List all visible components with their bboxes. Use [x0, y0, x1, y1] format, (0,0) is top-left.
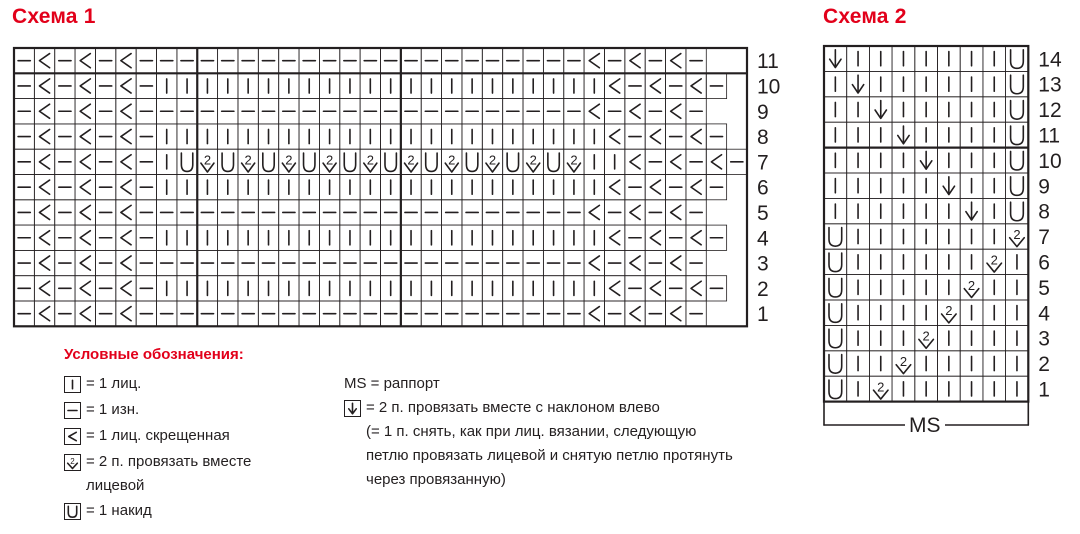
- k2tog-icon: [869, 376, 892, 401]
- ssk-arrow-icon: [892, 122, 915, 147]
- svg-text:2: 2: [922, 328, 930, 344]
- svg-text:2: 2: [990, 252, 998, 268]
- knit-icon: [960, 376, 983, 401]
- chart1-title: Схема 1: [12, 5, 96, 28]
- knit-icon: [983, 224, 1006, 249]
- knit-icon: [847, 198, 870, 223]
- yarn-over-icon: [824, 275, 847, 300]
- knit-icon: [869, 148, 892, 173]
- knit-icon: [892, 46, 915, 71]
- ms-note: [344, 372, 733, 492]
- knit-icon: [847, 46, 870, 71]
- knit-icon: [960, 46, 983, 71]
- yarn-over-icon: [1006, 97, 1029, 122]
- row-number: 10: [1038, 149, 1062, 173]
- knit-icon: [915, 71, 938, 96]
- knit-icon: [960, 351, 983, 376]
- knit-icon: [869, 351, 892, 376]
- knit-icon: [960, 71, 983, 96]
- knit-icon: [983, 351, 1006, 376]
- knit-icon: [847, 275, 870, 300]
- knit-icon: [869, 122, 892, 147]
- knit-icon: [960, 300, 983, 325]
- row-number: 3: [1038, 327, 1050, 351]
- knit-icon: [824, 71, 847, 96]
- svg-text:2: 2: [570, 152, 578, 168]
- k2tog-icon: [983, 249, 1006, 274]
- svg-text:2: 2: [366, 152, 374, 168]
- row-number: 7: [757, 151, 769, 175]
- row-number: 11: [1038, 124, 1061, 148]
- svg-text:2: 2: [407, 152, 415, 168]
- knit-icon: [847, 97, 870, 122]
- legend-item: [64, 450, 251, 498]
- row-number: 2: [1038, 353, 1050, 377]
- knit-icon: [824, 173, 847, 198]
- yarn-over-icon: [824, 224, 847, 249]
- ssk-arrow-icon: [938, 173, 961, 198]
- knit-icon: [1006, 300, 1029, 325]
- knit-icon: [938, 376, 961, 401]
- row-number: 1: [1038, 378, 1050, 402]
- knit-icon: [847, 376, 870, 401]
- svg-text:2: 2: [448, 152, 456, 168]
- k2tog-icon: [938, 300, 961, 325]
- knit-icon: [938, 122, 961, 147]
- row-number: 14: [1038, 48, 1062, 72]
- row-number: 9: [1038, 175, 1050, 199]
- row-number: 5: [1038, 276, 1050, 300]
- knit-icon: [1006, 351, 1029, 376]
- yarn-over-icon: [1006, 122, 1029, 147]
- knit-icon: [847, 300, 870, 325]
- legend-item: [64, 398, 139, 422]
- yarn-over-icon: [824, 300, 847, 325]
- row-number: 6: [1038, 251, 1050, 275]
- svg-text:2: 2: [70, 457, 75, 466]
- legend-item-text: = 1 лиц.: [86, 375, 142, 392]
- legend-item-text: = 2 п. провязать вместе лицевой: [86, 453, 252, 494]
- row-number: 2: [757, 277, 769, 301]
- svg-text:2: 2: [203, 152, 212, 168]
- svg-text:2: 2: [325, 152, 334, 168]
- knit-icon: [960, 122, 983, 147]
- row-number: 7: [1038, 226, 1050, 250]
- knit-icon: [847, 148, 870, 173]
- knit-icon: [938, 224, 961, 249]
- yarn-over-icon: [1006, 46, 1029, 71]
- knit-icon: [869, 71, 892, 96]
- legend-item-decrease: [344, 396, 733, 492]
- knit-icon: [847, 173, 870, 198]
- knit-icon: [915, 173, 938, 198]
- knit-icon: [960, 97, 983, 122]
- yarn-over-icon: [824, 249, 847, 274]
- knit-icon: [892, 198, 915, 223]
- knit-icon: [983, 71, 1006, 96]
- knit-icon: [983, 198, 1006, 223]
- knit-icon: [915, 249, 938, 274]
- knit-icon: [915, 224, 938, 249]
- yarn-over-icon: [1006, 71, 1029, 96]
- yarn-over-icon: [824, 325, 847, 350]
- knit-icon: [938, 351, 961, 376]
- yarn-over-icon: [1006, 198, 1029, 223]
- knit-icon: [915, 122, 938, 147]
- knit-icon: [892, 97, 915, 122]
- yarn-over-icon: [824, 351, 847, 376]
- svg-text:2: 2: [899, 354, 908, 370]
- row-number: 4: [757, 227, 769, 251]
- knit-icon: [915, 46, 938, 71]
- svg-text:2: 2: [488, 152, 497, 168]
- legend-item-text: = 1 накид: [86, 502, 152, 519]
- knit-icon: [938, 148, 961, 173]
- knit-icon: [983, 122, 1006, 147]
- row-number: 1: [757, 303, 769, 327]
- yarn-over-icon: [1006, 173, 1029, 198]
- knit-icon: [847, 351, 870, 376]
- row-number: 8: [757, 126, 769, 150]
- knit-icon: [847, 224, 870, 249]
- row-number: 6: [757, 176, 769, 200]
- ssk-arrow-icon: [344, 400, 361, 417]
- knit-icon: [960, 224, 983, 249]
- ssk-arrow-icon: [847, 71, 870, 96]
- k2tog-icon: [64, 454, 81, 471]
- knit-icon: [892, 325, 915, 350]
- knit-icon: [869, 173, 892, 198]
- knit-icon: [847, 325, 870, 350]
- ssk-arrow-icon: [915, 148, 938, 173]
- k2tog-icon: [960, 275, 983, 300]
- ssk-arrow-icon: [824, 46, 847, 71]
- legend-item: [64, 499, 152, 523]
- knit-icon: [915, 275, 938, 300]
- knit-icon: [915, 198, 938, 223]
- ssk-arrow-icon: [869, 97, 892, 122]
- svg-text:2: 2: [877, 379, 885, 395]
- knit-icon: [915, 97, 938, 122]
- knit-icon: [1006, 376, 1029, 401]
- knit-icon: [847, 122, 870, 147]
- knit-icon: [824, 148, 847, 173]
- knit-icon: [869, 300, 892, 325]
- knit-icon: [938, 46, 961, 71]
- knit-icon: [824, 122, 847, 147]
- yarn-over-icon: [1006, 148, 1029, 173]
- svg-text:2: 2: [529, 152, 537, 168]
- row-number: 13: [1038, 73, 1062, 97]
- ssk-arrow-icon: [960, 198, 983, 223]
- knit-icon: [892, 300, 915, 325]
- knit-icon: [892, 71, 915, 96]
- knit-icon: [892, 148, 915, 173]
- knit-icon: [938, 325, 961, 350]
- knit-icon: [938, 275, 961, 300]
- knit-icon: [1006, 249, 1029, 274]
- yarn-over-icon: [824, 376, 847, 401]
- repeat-label: MS: [905, 414, 945, 438]
- ms-definition: MS = раппорт: [344, 375, 440, 392]
- row-number: 10: [757, 75, 781, 99]
- knit-icon: [983, 173, 1006, 198]
- knit-icon: [983, 148, 1006, 173]
- knit-icon: [983, 275, 1006, 300]
- chart2-title: Схема 2: [823, 5, 907, 28]
- knit-icon: [869, 198, 892, 223]
- row-number: 12: [1038, 99, 1062, 123]
- knit-icon: [938, 249, 961, 274]
- row-number: 3: [757, 252, 769, 276]
- knit-icon: [915, 376, 938, 401]
- svg-text:2: 2: [285, 152, 293, 168]
- knit-icon: [983, 300, 1006, 325]
- legend-title: Условные обозначения:: [64, 346, 244, 363]
- knit-icon: [960, 325, 983, 350]
- knit-icon: [892, 173, 915, 198]
- knit-icon: [960, 173, 983, 198]
- knit-icon: [915, 300, 938, 325]
- twisted-knit-icon: [64, 428, 81, 445]
- knit-icon: [847, 249, 870, 274]
- knit-icon: [1006, 325, 1029, 350]
- knit-icon: [1006, 275, 1029, 300]
- row-number: 11: [757, 50, 779, 74]
- knit-icon: [892, 376, 915, 401]
- svg-text:2: 2: [967, 277, 976, 293]
- k2tog-icon: [915, 325, 938, 350]
- legend-item: [64, 424, 230, 448]
- knit-icon: [892, 249, 915, 274]
- knit-icon: [938, 97, 961, 122]
- knit-icon: [64, 376, 81, 393]
- knit-icon: [824, 198, 847, 223]
- knit-icon: [869, 249, 892, 274]
- svg-text:2: 2: [945, 303, 953, 319]
- knit-icon: [824, 97, 847, 122]
- knit-icon: [915, 351, 938, 376]
- purl-icon: [64, 402, 81, 419]
- k2tog-icon: [1006, 224, 1029, 249]
- yarn-over-icon: [64, 503, 81, 520]
- knit-icon: [983, 325, 1006, 350]
- knit-icon: [983, 46, 1006, 71]
- legend-decrease-text: = 2 п. провязать вместе с наклоном влево (= 1 п. снять, как при лиц. вязании, следующую петлю провязать лицевой и снятую петлю протянуть через провязанную): [366, 399, 733, 488]
- row-number: 8: [1038, 200, 1050, 224]
- knit-icon: [938, 71, 961, 96]
- knit-icon: [869, 46, 892, 71]
- legend-item-text: = 1 изн.: [86, 401, 140, 418]
- svg-text:2: 2: [244, 152, 252, 168]
- knit-icon: [960, 249, 983, 274]
- knit-icon: [869, 275, 892, 300]
- knit-icon: [869, 224, 892, 249]
- legend-item-text: = 1 лиц. скрещенная: [86, 427, 230, 444]
- k2tog-icon: [892, 351, 915, 376]
- knit-icon: [983, 376, 1006, 401]
- row-number: 9: [757, 100, 769, 124]
- knit-icon: [960, 148, 983, 173]
- svg-text:2: 2: [1013, 227, 1021, 243]
- knit-icon: [938, 198, 961, 223]
- knit-icon: [869, 325, 892, 350]
- knit-icon: [983, 97, 1006, 122]
- knit-icon: [892, 275, 915, 300]
- knit-icon: [892, 224, 915, 249]
- legend-item: [64, 372, 141, 396]
- row-number: 4: [1038, 302, 1050, 326]
- row-number: 5: [757, 202, 769, 226]
